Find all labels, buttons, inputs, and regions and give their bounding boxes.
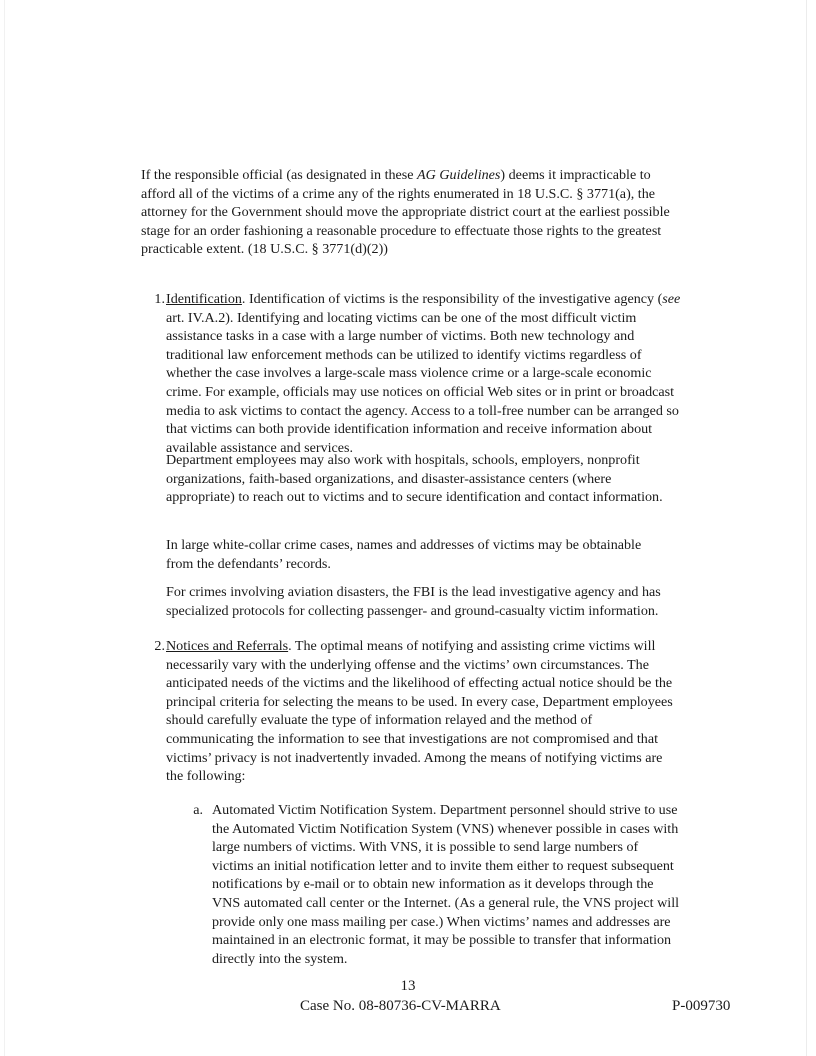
notices-paragraph-1 [166,637,674,786]
intro-italic-title: AG Guidelines [417,167,501,183]
identification-paragraph-1 [166,290,681,457]
identification-text-end: art. IV.A.2). Identifying and locating victims can be one of the most difficult victim assistance tasks in a case with a large number of victims. Both new technology and traditional law enforcement methods can be utilized to identify victims regardless of whether the case involves a large-scale mass violence crime or a large-scale economic crime. For example, officials may use notices on official Web sites or in print or broadcast media to ask victims to contact the agency. Access to a toll-free number can be arranged so that victims can both provide identification information and receive information about available assistance and services. [166,309,679,456]
case-number: Case No. 08-80736-CV-MARRA [300,998,501,1014]
sub-item-letter: a. [193,802,203,818]
list-item-number: 2. [154,638,165,654]
intro-text-end: ) deems it impracticable to afford all of the victims of a crime any of the rights enumerated in 18 U.S.C. § 3771(a), the attorney for the Government should move the appropriate district court at the earliest possible stage for an order fashioning a reasonable procedure to effectuate those rights to the greatest practicable extent. (18 U.S.C. § 3771(d)(2)) [141,167,670,258]
bates-number: P-009730 [672,998,731,1014]
identification-paragraph-2: Department employees may also work with hospitals, schools, employers, nonprofit organizations, faith-based organizations, and disaster-assistance centers (where appropriate) to reach out to victims and to secure identification and contact information. [166,452,663,506]
notices-heading: Notices and Referrals [166,638,289,654]
intro-text-start: If the responsible official (as designated in these [141,167,418,183]
page-number: 13 [400,978,416,994]
sub-item-body [212,801,682,968]
identification-text-start: . Identification of victims is the responsibility of the investigative agency ( [241,291,663,307]
identification-paragraph-3: In large white-collar crime cases, names and addresses of victims may be obtainable from the defendants’ records. [166,537,642,572]
scan-margin-line-right [806,0,807,1056]
identification-heading: Identification [166,291,242,307]
list-item-body [166,290,681,619]
vns-paragraph: Automated Victim Notification System. Department personnel should strive to use the Automated Victim Notification System (VNS) whenever possible in cases with large numbers of victims. With VNS, it is possible to send large numbers of victims an initial notification letter and to invite them either to request subsequent notifications by e-mail or to obtain new information as it develops through the VNS automated call center or the Internet. (As a general rule, the VNS project will provide only one mass mailing per case.) When victims’ names and addresses are maintained in an electronic format, it may be possible to transfer that information directly into the system. [212,802,680,967]
list-item-body [166,637,674,786]
notices-text: . The optimal means of notifying and assisting crime victims will necessarily vary with the underlying offense and the victims’ own circumstances. The anticipated needs of the victims and the likelihood of effecting actual notice should be the principal criteria for selecting the means to be used. In every case, Department employees should carefully evaluate the type of information relayed and the method of communicating the information to see that investigations are not compromised and that victims’ privacy is not inadvertently invaded. Among the means of notifying victims are the following: [166,638,673,785]
list-item-number: 1. [154,291,165,307]
intro-paragraph [141,166,681,259]
identification-see-italic: see [662,291,681,307]
scan-margin-line-left [4,0,5,1056]
identification-paragraph-4: For crimes involving aviation disasters, the FBI is the lead investigative agency and has specialized protocols for collecting passenger- and ground-casualty victim information. [166,584,661,619]
